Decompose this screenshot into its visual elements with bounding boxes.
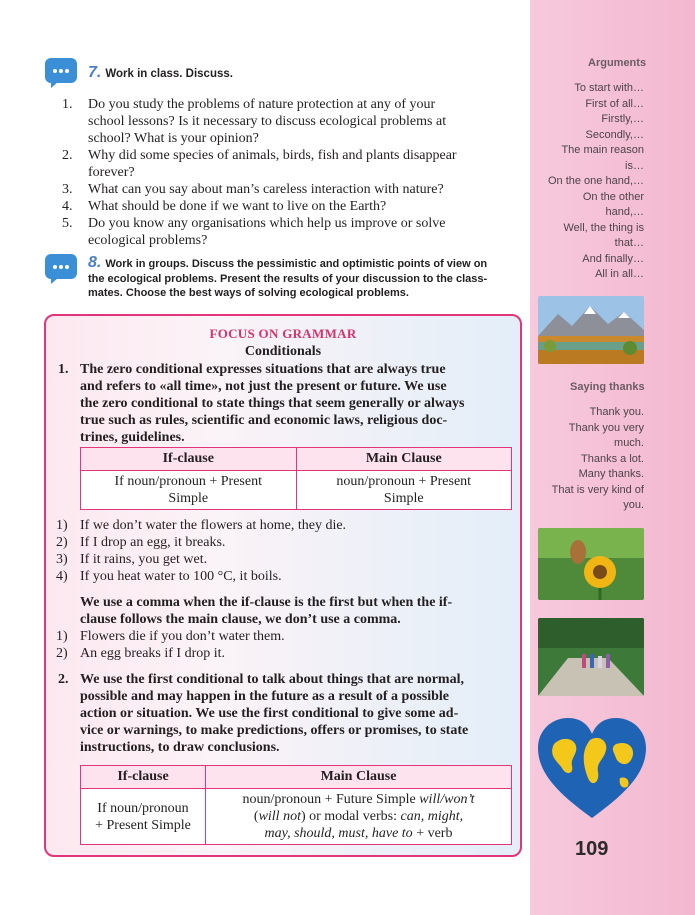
example-item — [56, 645, 285, 662]
rule-number: 2. — [58, 672, 69, 687]
thanks-phrase: Many thanks. — [578, 468, 644, 480]
argument-phrase: To start with… — [574, 82, 644, 94]
rule-line: possible and may happen in the future as a result of a possible — [80, 689, 449, 704]
task-8-line: the ecological problems. Present the results of your discussion to the class- — [88, 272, 488, 285]
argument-phrase: All in all… — [595, 268, 644, 280]
question-text — [88, 181, 444, 198]
mountain-lake-photo — [538, 296, 644, 364]
question-line: What can you say about man’s careless interaction with nature? — [88, 182, 444, 197]
argument-phrase: is… — [625, 159, 644, 172]
globe-heart-icon — [536, 714, 648, 822]
rule-line: The zero conditional expresses situations that are always true — [80, 362, 446, 377]
focus-on-grammar-title: FOCUS ON GRAMMAR — [209, 326, 357, 341]
example-number: 2) — [56, 646, 68, 661]
rule-line: We use the first conditional to talk about things that are normal, — [80, 672, 464, 687]
zero-conditional-rule — [58, 361, 516, 446]
main-clause-cell: noun/pronoun + Present Simple — [296, 471, 512, 510]
example-text: If it rains, you get wet. — [80, 552, 208, 567]
question-text — [88, 215, 445, 249]
argument-phrase: Secondly,… — [585, 128, 644, 141]
main-clause-cell: noun/pronoun + Future Simple will/won’t (will not) or modal verbs: can, might, may, should, must, have to + verb — [206, 789, 512, 845]
chipmunk-sunflower-photo — [538, 528, 644, 600]
example-item — [56, 517, 346, 534]
zero-conditional-table — [80, 447, 512, 510]
example-text: Flowers die if you don’t water them. — [80, 629, 285, 644]
thanks-phrase: you. — [623, 499, 644, 511]
arguments-heading: Arguments — [588, 57, 647, 69]
question-line: Do you study the problems of nature protection at any of your — [88, 97, 436, 112]
example-text: An egg breaks if I drop it. — [80, 646, 226, 661]
example-item — [56, 628, 285, 645]
family-walk-photo — [538, 618, 644, 696]
argument-phrase: that… — [614, 237, 644, 249]
first-conditional-rule — [58, 671, 516, 756]
thanks-phrase: Thank you very — [568, 421, 644, 434]
example-number: 1) — [56, 518, 68, 533]
question-item — [62, 181, 522, 198]
comma-examples — [56, 628, 285, 662]
question-item — [62, 198, 522, 215]
rule-number: 1. — [58, 362, 69, 377]
task-8-line: mates. Choose the best ways of solving ecological problems. — [88, 287, 409, 299]
argument-phrase: And finally… — [582, 252, 644, 265]
question-text — [88, 198, 386, 215]
question-line: Do you know any organisations which help us improve or solve — [88, 216, 446, 231]
discussion-icon — [45, 254, 77, 284]
thanks-phrase: Thanks a lot. — [581, 452, 644, 465]
argument-phrase: Well, the thing is — [563, 221, 644, 234]
question-number: 1. — [62, 97, 73, 112]
task-7-instruction: Work in class. Discuss. — [105, 68, 233, 80]
argument-phrase: The main reason — [561, 144, 644, 156]
thanks-phrase: much. — [614, 437, 644, 449]
question-item — [62, 96, 522, 147]
example-text: If I drop an egg, it breaks. — [80, 535, 226, 550]
task-8-number: 8. — [88, 254, 102, 271]
argument-phrase: On the one hand,… — [547, 175, 644, 187]
task-7-title — [88, 64, 233, 82]
example-text: If we don’t water the flowers at home, they die. — [80, 518, 347, 533]
argument-phrase: First of all… — [585, 97, 644, 110]
task-7-questions — [62, 96, 522, 249]
question-line: school lessons? Is it necessary to discuss ecological problems at — [88, 114, 447, 129]
task-8-text — [88, 256, 524, 301]
zero-conditional-examples — [56, 517, 346, 585]
if-clause-cell: If noun/pronoun + Present Simple — [81, 471, 297, 510]
task-8-line: Work in groups. Discuss the pessimistic and optimistic points of view on — [105, 258, 488, 270]
argument-phrase: On the other — [582, 190, 644, 203]
question-number: 3. — [62, 182, 73, 197]
argument-phrase: Firstly,… — [601, 113, 644, 125]
question-number: 4. — [62, 199, 73, 214]
rule-line: vice or warnings, to make predictions, offers or promises, to state — [80, 723, 469, 738]
thanks-phrase: That is very kind of — [551, 483, 644, 496]
question-line: ecological problems? — [88, 233, 208, 248]
conditionals-subtitle: Conditionals — [244, 344, 322, 359]
focus-on-grammar-box — [44, 314, 522, 857]
rule-line: and refers to «all time», not just the present or future. We use — [80, 379, 447, 394]
question-line: school? What is your opinion? — [88, 131, 259, 146]
if-clause-cell: If noun/pronoun + Present Simple — [81, 789, 206, 845]
example-item — [56, 534, 346, 551]
thanks-phrase: Thank you. — [589, 406, 644, 418]
rule-line: action or situation. We use the first conditional to give some ad- — [80, 706, 459, 721]
example-item — [56, 568, 346, 585]
main-clause-header: Main Clause — [296, 448, 512, 471]
example-number: 1) — [56, 629, 68, 644]
saying-thanks-heading: Saying thanks — [570, 381, 645, 393]
question-item — [62, 147, 522, 181]
task-7-number: 7. — [88, 64, 102, 81]
example-number: 4) — [56, 569, 68, 584]
arguments-list — [548, 81, 644, 283]
question-item — [62, 215, 522, 249]
rule-line: instructions, to draw conclusions. — [80, 740, 280, 755]
question-line: What should be done if we want to live on the Earth? — [88, 199, 387, 214]
example-item — [56, 551, 346, 568]
question-line: forever? — [88, 165, 135, 180]
example-number: 3) — [56, 552, 68, 567]
first-conditional-table — [80, 765, 512, 845]
comma-rule: We use a comma when the if-clause is the first but when the if- clause follows the main clause, we don’t use a comma. — [80, 595, 453, 627]
discussion-icon — [45, 58, 77, 88]
question-line: Why did some species of animals, birds, fish and plants disappear — [88, 148, 457, 163]
question-text — [88, 147, 457, 181]
rule-line: trines, guidelines. — [80, 430, 185, 445]
argument-phrase: hand,… — [605, 206, 644, 218]
rule-line: true such as rules, scientific and economic laws, religious doc- — [80, 413, 448, 428]
example-number: 2) — [56, 535, 68, 550]
if-clause-header: If-clause — [81, 766, 206, 789]
main-clause-header: Main Clause — [206, 766, 512, 789]
question-number: 2. — [62, 148, 73, 163]
rule-line: the zero conditional to state things that seem generally or always — [80, 396, 465, 411]
if-clause-header: If-clause — [81, 448, 297, 471]
page-number: 109 — [575, 838, 609, 860]
example-text: If you heat water to 100 °C, it boils. — [80, 569, 282, 584]
question-number: 5. — [62, 216, 73, 231]
thanks-list — [552, 405, 644, 514]
question-text — [88, 96, 446, 147]
